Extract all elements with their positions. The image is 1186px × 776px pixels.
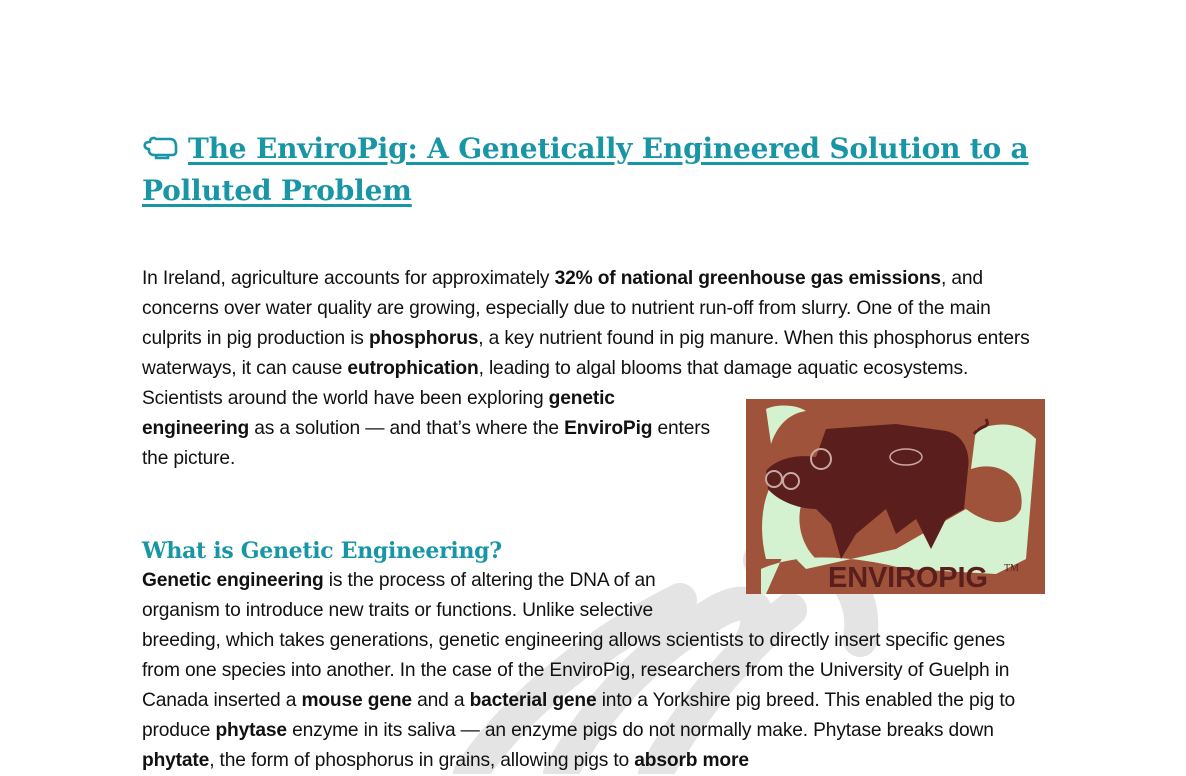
bold-run: phytate [142, 750, 210, 771]
text-run: and a [411, 690, 470, 711]
text-run: , a key nutrient found in pig manure. When this phosphorus enters waterways, it can cause [142, 328, 1030, 379]
pig-icon [142, 132, 178, 160]
bold-run: 32% of national greenhouse gas emissions [554, 268, 941, 289]
bold-run: phosphorus [368, 328, 479, 349]
bold-run: eutrophication [347, 358, 479, 379]
bold-run: genetic engineering [142, 388, 615, 439]
section-paragraph [142, 566, 1047, 776]
bold-run: absorb more [634, 750, 749, 771]
text-run: , leading to algal blooms that damage aquatic ecosystems. Scientists around the world have been exploring [142, 358, 969, 409]
bold-run: bacterial gene [469, 690, 597, 711]
text-run: enzyme in its saliva — an enzyme pigs do not normally make. Phytase breaks down [286, 720, 994, 741]
bold-run: Genetic engineering [142, 570, 324, 591]
enviropig-illustration [746, 399, 1045, 594]
bold-run: mouse gene [301, 690, 412, 711]
bold-run: phytase [215, 720, 287, 741]
svg-text:ENVIROPIG: ENVIROPIG [828, 562, 988, 594]
text-run: into a Yorkshire pig breed. This enabled the pig to produce [142, 690, 1016, 741]
text-run: In Ireland, agriculture accounts for approximately [142, 268, 555, 289]
document-body [142, 128, 1047, 776]
text-run: as a solution — and that’s where the [249, 418, 565, 439]
document-title[interactable] [142, 128, 1047, 212]
text-run: enters the picture. [142, 418, 710, 469]
text-run: , the form of phosphorus in grains, allowing pigs to [209, 750, 635, 771]
enviropig-image [746, 399, 1045, 594]
bold-run: EnviroPig [564, 418, 653, 439]
text-run: is the process of altering the DNA of an organism to introduce new traits or functions. Unlike selective breeding, which takes generations, genetic engineering allows scientists to directly insert specific genes from one species into another. In the case of the EnviroPig, researchers from the University of Guelph in Canada inserted a [142, 570, 1010, 711]
title-link[interactable] [142, 132, 1029, 207]
section-heading: What is Genetic Engineering? [142, 538, 502, 564]
svg-text:TM: TM [1004, 563, 1019, 574]
text-run: , and concerns over water quality are growing, especially due to nutrient run-off from slurry. One of the main culprits in pig production is [142, 268, 991, 349]
title-text: The EnviroPig: A Genetically Engineered Solution to a Polluted Problem [142, 132, 1029, 207]
